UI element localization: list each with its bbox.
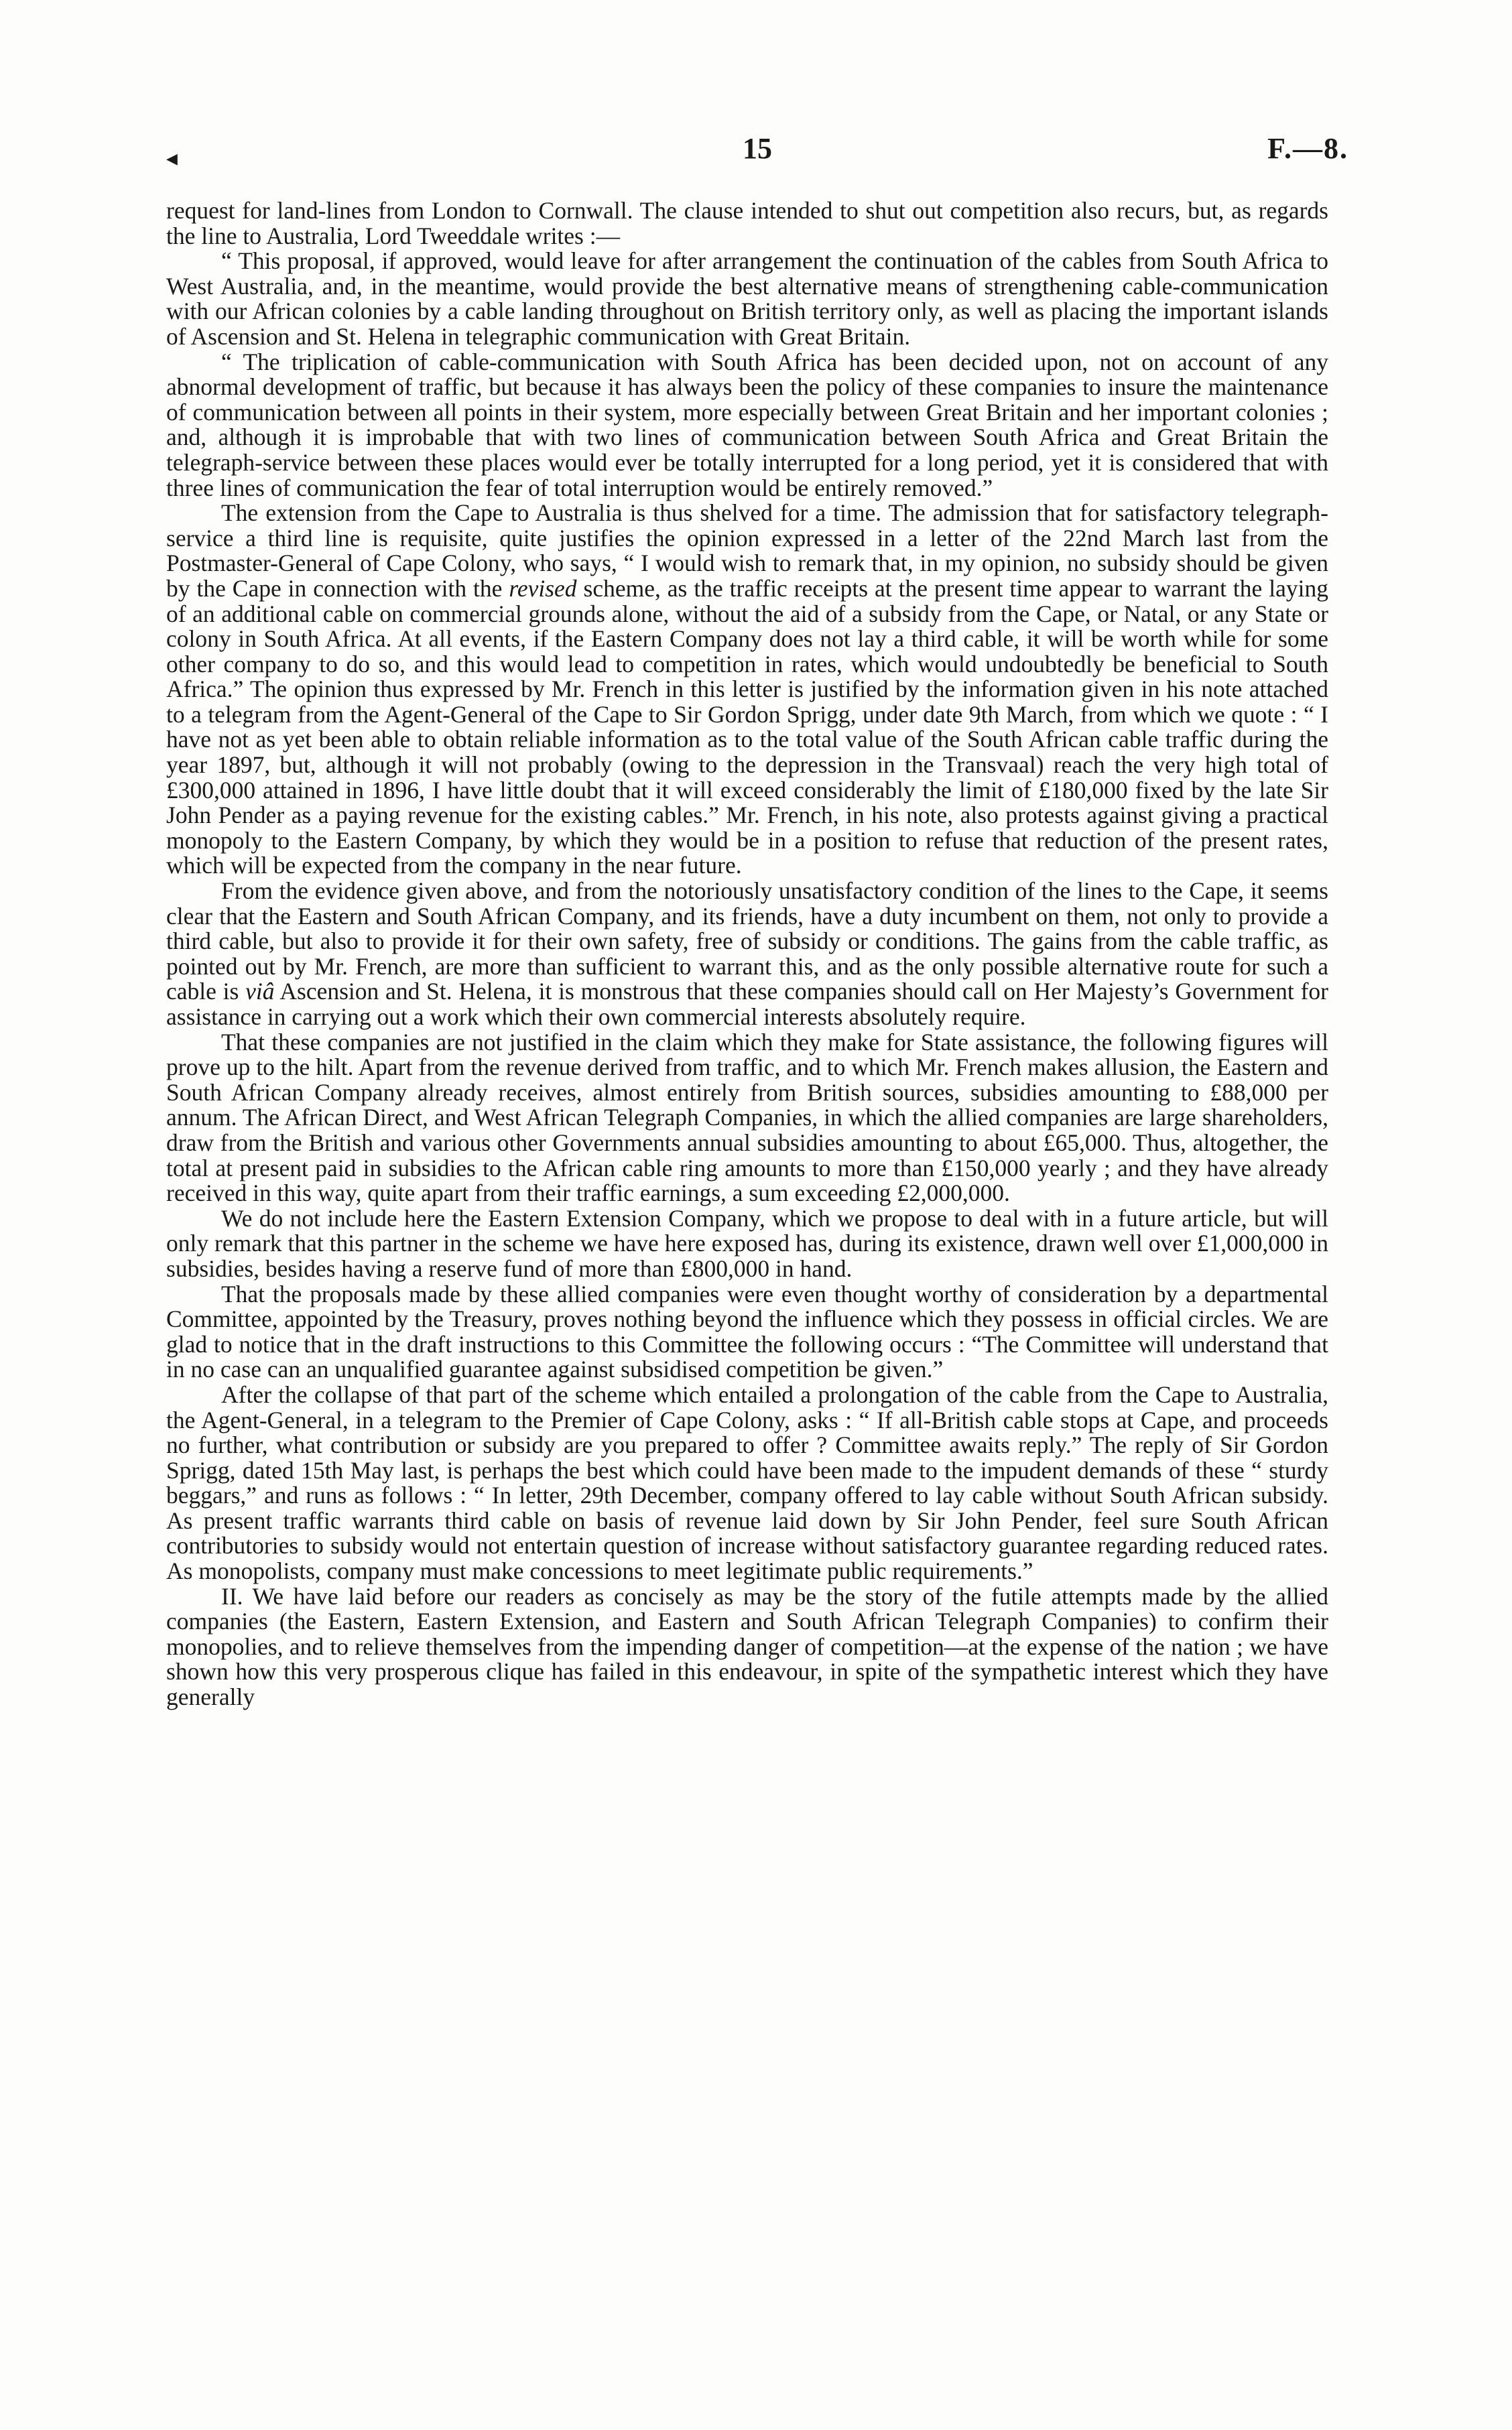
paragraph-text: II. We have laid before our readers as concisely as may be the story of the futile attempts made by the allied companies (the Eastern, Eastern Extension, and Eastern and South African Telegraph Companies) to confirm their monopolies, and to relieve themselves from the impending danger of competition—at the expense of the nation ; we have shown how this very prosperous clique has failed in this endeavour, in spite of the sympathetic interest which they have generally (166, 1582, 1328, 1711)
paragraph-1 (166, 198, 1328, 249)
emphasis-text: viâ (245, 978, 275, 1005)
paragraph-10 (166, 1584, 1328, 1710)
paragraph-text: “ The triplication of cable-communication with South Africa has been decided upon, not on account of any abnormal development of traffic, but because it has always been the policy of these companies to insure the maintenance of communication between all points in their system, more especially between Great Britain and her important colonies ; and, although it is improbable that with two lines of communication between South Africa and Great Britain the telegraph-service between these places would ever be totally interrupted for a long period, yet it is considered that with three lines of communication the fear of total interruption would be entirely removed.” (166, 348, 1328, 501)
paragraph-8 (166, 1282, 1328, 1383)
document-reference: F.—8. (1267, 132, 1348, 165)
body-text (166, 198, 1328, 1710)
paragraph-text: We do not include here the Eastern Extension Company, which we propose to deal with in a future article, but will only remark that this partner in the scheme we have here exposed has, during its existence, drawn well over £1,000,000 in subsidies, besides having a reserve fund of more than £800,000 in hand. (166, 1204, 1328, 1282)
emphasis-text: revised (509, 574, 577, 602)
paragraph-text: That these companies are not justified in the claim which they make for State assistance, the following figures will prove up to the hilt. Apart from the revenue derived from traffic, and to which Mr. French makes allusion, the Eastern and South African Company already receives, almost entirely from British sources, subsidies amounting to £88,000 per annum. The African Direct, and West African Telegraph Companies, in which the allied companies are large shareholders, draw from the British and various other Governments annual subsidies amounting to about £65,000. Thus, altogether, the total at present paid in subsidies to the African cable ring amounts to more than £150,000 yearly ; and they have already received in this way, quite apart from their traffic earnings, a sum exceeding £2,000,000. (166, 1028, 1328, 1207)
paragraph-text: The extension from the Cape to Australia is thus shelved for a time. The admission that for satisfactory telegraph-service a third line is requisite, quite justifies the opinion expressed in a letter of the 22nd March last from the Postmaster-General of Cape Colony, who says, “ I would wish to remark that, in my opinion, no subsidy should be given by the Cape in connection with the (166, 499, 1328, 602)
paragraph-7 (166, 1206, 1328, 1282)
paragraph-text: “ This proposal, if approved, would leave for after arrangement the continuation of the cables from South Africa to West Australia, and, in the meantime, would provide the best alternative means of strengthening cable-communication with our African colonies by a cable landing throughout on British territory only, as well as placing the important islands of Ascension and St. Helena in telegraphic communication with Great Britain. (166, 247, 1328, 350)
margin-mark: ◀ (166, 150, 178, 167)
paragraph-text: Ascension and St. Helena, it is monstrous that these companies should call on Her Majesty’s Government for assistance in carrying out a work which their own commercial interests absolutely require. (166, 978, 1328, 1030)
paragraph-4 (166, 501, 1328, 879)
page-header (166, 131, 1348, 178)
paragraph-text: That the proposals made by these allied companies were even thought worthy of consideration by a departmental Committee, appointed by the Treasury, proves nothing beyond the influence which they possess in official circles. We are glad to notice that in the draft instructions to this Committee the following occurs : “The Committee will understand that in no case can an unqualified guarantee against subsidised competition be given.” (166, 1280, 1328, 1383)
page-number: 15 (743, 132, 772, 165)
paragraph-text: After the collapse of that part of the scheme which entailed a prolongation of the cable from the Cape to Australia, the Agent-General, in a telegram to the Premier of Cape Colony, asks : “ If all-British cable stops at Cape, and proceeds no further, what contribution or subsidy are you prepared to offer ? Committee awaits reply.” The reply of Sir Gordon Sprigg, dated 15th May last, is perhaps the best which could have been made to the impudent demands of these “ sturdy beggars,” and runs as follows : “ In letter, 29th December, company offered to lay cable without South African subsidy. As present traffic warrants third cable on basis of revenue laid down by Sir John Pender, feel sure South African contributories to subsidy would not entertain question of increase without satisfactory guarantee regarding reduced rates. As monopolists, company must make concessions to meet legitimate public requirements.” (166, 1381, 1328, 1585)
paragraph-3 (166, 350, 1328, 501)
paragraph-text: From the evidence given above, and from the notoriously unsatisfactory condition of the lines to the Cape, it seems clear that the Eastern and South African Company, and its friends, have a duty incumbent on them, not only to provide a third cable, but also to provide it for their own safety, free of subsidy or conditions. The gains from the cable traffic, as pointed out by Mr. French, are more than sufficient to warrant this, and as the only possible alternative route for such a cable is (166, 877, 1328, 1005)
paragraph-2 (166, 249, 1328, 349)
paragraph-text: request for land-lines from London to Cornwall. The clause intended to shut out competition also recurs, but, as regards the line to Australia, Lord Tweeddale writes :— (166, 197, 1328, 249)
paragraph-5 (166, 879, 1328, 1030)
paragraph-9 (166, 1383, 1328, 1584)
paragraph-text: scheme, as the traffic receipts at the present time appear to warrant the laying of an additional cable on commercial grounds alone, without the aid of a subsidy from the Cape, or Natal, or any State or colony in South Africa. At all events, if the Eastern Company does not lay a third cable, it will be worth while for some other company to do so, and this would lead to competition in rates, which would undoubtedly be beneficial to South Africa.” The opinion thus expressed by Mr. French in this letter is justified by the information given in his note attached to a telegram from the Agent-General of the Cape to Sir Gordon Sprigg, under date 9th March, from which we quote : “ I have not as yet been able to obtain reliable information as to the total value of the South African cable traffic during the year 1897, but, although it will not probably (owing to the depression in the Transvaal) reach the very high total of £300,000 attained in 1896, I have little doubt that it will exceed considerably the limit of £180,000 fixed by the late Sir John Pender as a paying revenue for the existing cables.” Mr. French, in his note, also protests against giving a practical monopoly to the Eastern Company, by which they would be in a position to refuse that reduction of the present rates, which will be expected from the company in the near future. (166, 574, 1328, 879)
paragraph-6 (166, 1030, 1328, 1206)
